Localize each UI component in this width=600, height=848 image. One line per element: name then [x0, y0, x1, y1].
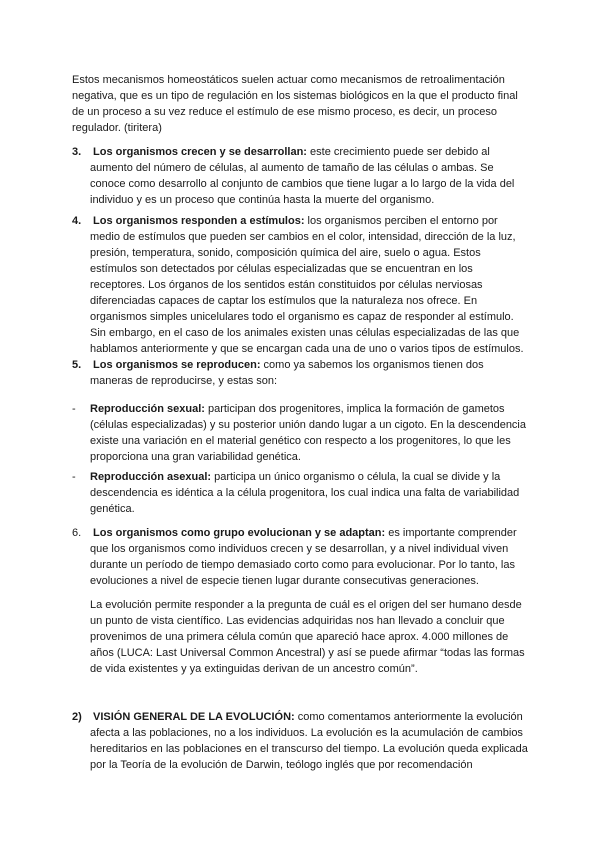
item-5-body: como ya sabemos los organismos tienen dos maneras de reproducirse, y estas son: [90, 359, 484, 387]
bullet-sexual-paragraph [90, 401, 528, 465]
bullet-asexual-title: Reproducción asexual: [90, 471, 212, 483]
item-3-body: este crecimiento puede ser debido al aumento del número de células, al aumento de tamaño de las células o ambas. Se conoce como desarrollo al conjunto de cambios que tiene lugar a lo largo de la vida del individuo y es un proceso que continúa hasta la muerte del organismo. [90, 146, 515, 206]
item-3-title: Los organismos crecen y se desarrollan: [93, 146, 307, 158]
bullet-sexual-marker: - [72, 403, 76, 415]
item-6-paragraph [90, 525, 528, 589]
section-2-marker: 2) [72, 711, 82, 723]
section-2-body: como comentamos anteriormente la evolución afecta a las poblaciones, no a los individuos. La evolución es la acumulación de cambios hereditarios en las poblaciones en el transcurso del tiempo. La evolución queda explicada por la Teoría de la evolución de Darwin, teólogo inglés que por recomendación [90, 711, 528, 771]
item-6-body: es importante comprender que los organismos como individuos crecen y se desarrollan, y a nivel individual viven durante un período de tiempo demasiado corto como para evolucionar. Por lo tanto, las evoluciones a nivel de especie tienen lugar durante consecutivas generaciones. [90, 527, 517, 587]
item-4-paragraph [90, 213, 528, 357]
bullet-asexual-paragraph [90, 469, 528, 517]
section-2-title: VISIÓN GENERAL DE LA EVOLUCIÓN: [93, 711, 295, 723]
bullet-sexual-body: participan dos progenitores, implica la formación de gametos (células especializadas) y su posterior unión dando lugar a un cigoto. En la descendencia existe una variación en el material genético con respecto a los progenitores, lo que les proporciona una gran variabilidad genética. [90, 403, 526, 463]
item-5-paragraph [90, 357, 528, 389]
bullet-sexual-title: Reproducción sexual: [90, 403, 205, 415]
section-2-paragraph [90, 709, 528, 773]
item-5-title: Los organismos se reproducen: [93, 359, 261, 371]
item-6-marker: 6. [72, 527, 82, 539]
item-6-extra-paragraph: La evolución permite responder a la pregunta de cuál es el origen del ser humano desde un punto de vista científico. Las evidencias adquiridas nos han llevado a concluir que provenimos de una primera célula común que apareció hace aprox. 4.000 millones de años (LUCA: Last Universal Common Ancestral) y así se puede afirmar “todas las formas de vida existentes y ya extinguidas derivan de un ancestro común”. [90, 599, 525, 675]
intro-paragraph: Estos mecanismos homeostáticos suelen actuar como mecanismos de retroalimentación negativa, que es un tipo de regulación en los sistemas biológicos en la que el producto final de un proceso a su vez reduce el estímulo de ese mismo proceso, es decir, un proceso regulador. (tiritera) [72, 74, 518, 134]
item-6-title: Los organismos como grupo evolucionan y se adaptan: [93, 527, 386, 539]
bullet-asexual-body: participa un único organismo o célula, la cual se divide y la descendencia es idéntica a la célula progenitora, los cual indica una falta de variabilidad genética. [90, 471, 520, 515]
item-5-marker: 5. [72, 359, 82, 371]
bullet-asexual-marker: - [72, 471, 76, 483]
item-3-paragraph [90, 144, 528, 208]
item-4-body: los organismos perciben el entorno por medio de estímulos que pueden ser cambios en el color, intensidad, dirección de la luz, presión, temperatura, sonido, composición química del aire, suelo o agua. Estos estímulos son detectados por células especializadas que se encuentran en los receptores. Los órganos de los sentidos están constituidos por células nerviosas diferenciadas capaces de captar los estímulos que la naturaleza nos ofrece. En organismos simples unicelulares todo el organismo es capaz de responder al estímulo. Sin embargo, en el caso de los animales existen unas células especializadas de las que hablamos anteriormente y que se encargan cada una de uno o varios tipos de estímulos. [90, 215, 524, 355]
item-3-marker: 3. [72, 146, 82, 158]
item-4-title: Los organismos responden a estímulos: [93, 215, 305, 227]
item-4-marker: 4. [72, 215, 82, 227]
